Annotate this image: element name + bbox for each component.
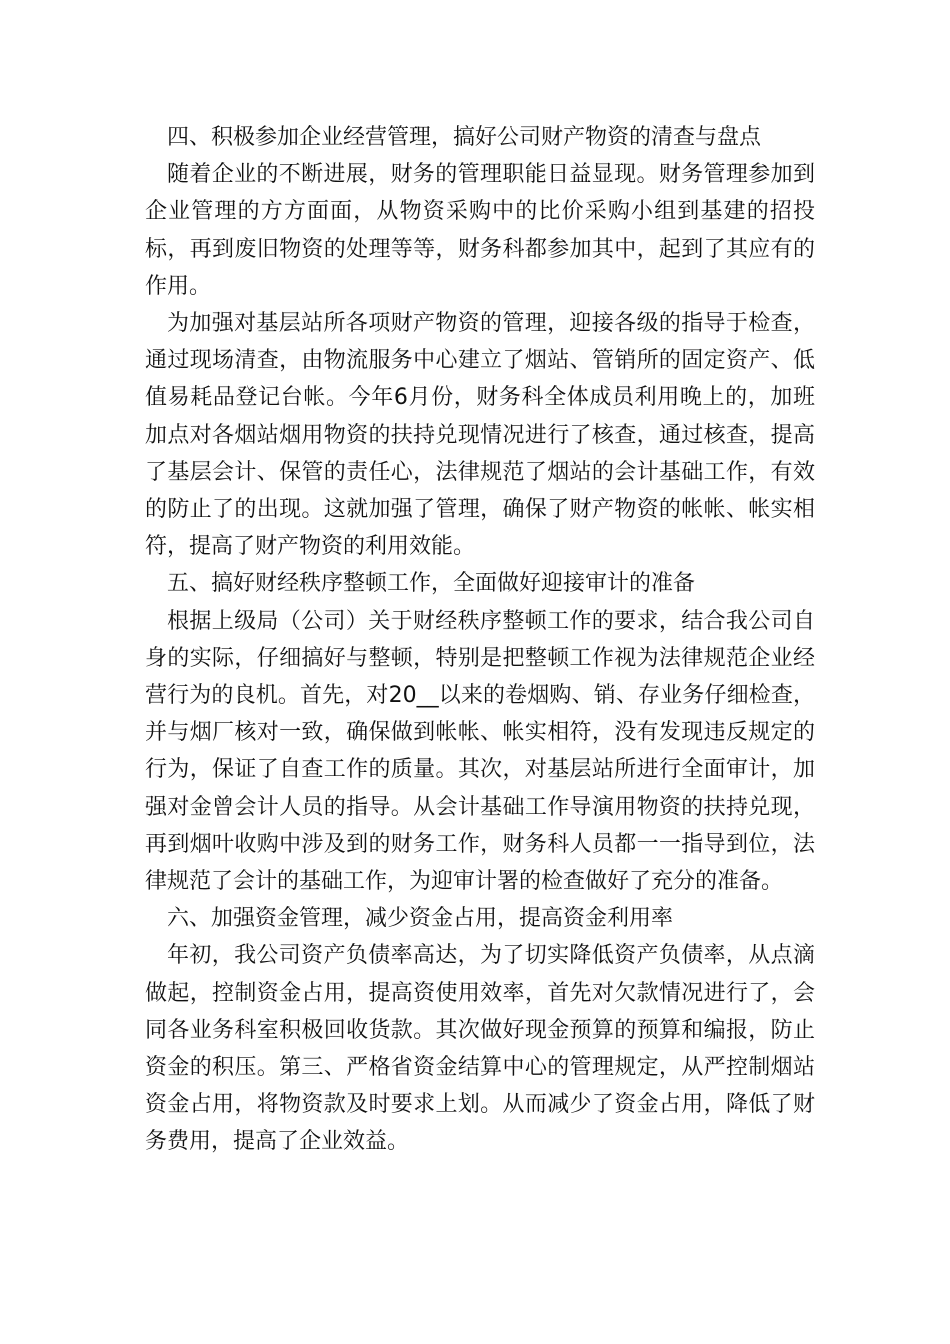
paragraph-finance-participation: 随着企业的不断进展，财务的管理职能日益显现。财务管理参加到企业管理的方方面面，从物资采购中的比价采购小组到基建的招投标，再到废旧物资的处理等等，财务科都参加其中，起到了其应有的作用。 — [145, 162, 815, 299]
section-heading-6: 六、加强资金管理，减少资金占用，提高资金利用率 — [167, 906, 674, 932]
paragraph-fund-management: 年初，我公司资产负债率高达，为了切实降低资产负债率，从点滴做起，控制资金占用，提高资使用效率，首先对欠款情况进行了，会同各业务科室积极回收货款。其次做好现金预算的预算和编报，防止资金的积压。第三、严格省资金结算中心的管理规定，从严控制烟站资金占用，将物资款及时要求上划。从而减少了资金占用，降低了财务费用，提高了企业效益。 — [145, 943, 815, 1155]
section-heading-4: 四、积极参加企业经营管理，搞好公司财产物资的清查与盘点 — [167, 125, 762, 150]
document-page — [145, 119, 815, 1161]
paragraph-asset-inventory: 为加强对基层站所各项财产物资的管理，迎接各级的指导于检查，通过现场清查，由物流服务中心建立了烟站、管销所的固定资产、低值易耗品登记台帐。今年6月份，财务科全体成员利用晚上的，加班加点对各烟站烟用物资的扶持兑现情况进行了核查，通过核查，提高了基层会计、保管的责任心，法律规范了烟站的会计基础工作，有效的防止了的出现。这就加强了管理，确保了财产物资的帐帐、帐实相符，提高了财产物资的利用效能。 — [145, 311, 815, 560]
section-heading-5: 五、搞好财经秩序整顿工作，全面做好迎接审计的准备 — [167, 571, 696, 597]
paragraph-audit-preparation: 根据上级局（公司）关于财经秩序整顿工作的要求，结合我公司自身的实际，仔细搞好与整顿，特别是把整顿工作视为法律规范企业经营行为的良机。首先，对20__以来的卷烟购、销、存业务仔细检查，并与烟厂核对一致，确保做到帐帐、帐实相符，没有发现违反规定的行为，保证了自查工作的质量。其次，对基层站所进行全面审计，加强对金曾会计人员的指导。从会计基础工作导演用物资的扶持兑现，再到烟叶收购中涉及到的财务工作，财务科人员都一一指导到位，法律规范了会计的基础工作，为迎审计署的检查做好了充分的准备。 — [145, 608, 815, 895]
